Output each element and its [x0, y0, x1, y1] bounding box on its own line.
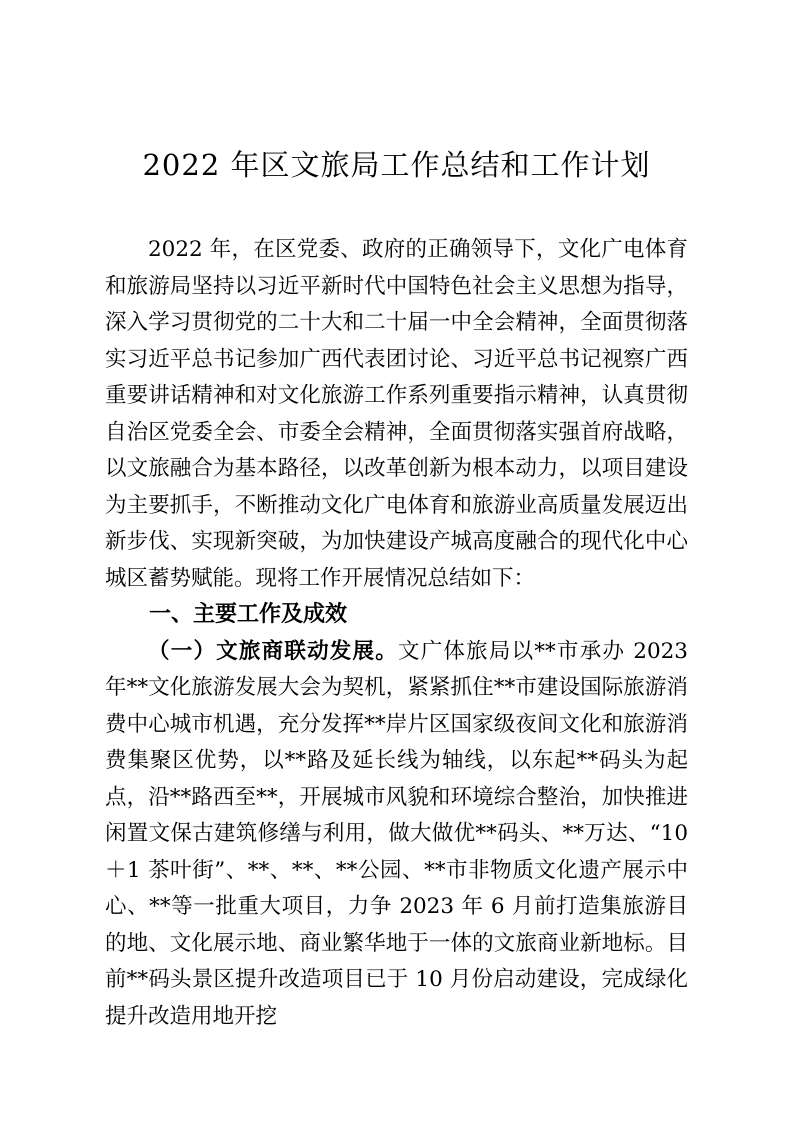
intro-paragraph: 2022 年，在区党委、政府的正确领导下，文化广电体育和旅游局坚持以习近平新时代中国特色社会主义思想为指导，深入学习贯彻党的二十大和二十届一中全会精神，全面贯彻落实习近平总书记参加广西代表团讨论、习近平总书记视察广西重要讲话精神和对文化旅游工作系列重要指示精神，认真贯彻自治区党委全会、市委全会精神，全面贯彻落实强首府战略，以文旅融合为基本路径，以改革创新为根本动力，以项目建设为主要抓手，不断推动文化广电体育和旅游业高质量发展迈出新步伐、实现新突破，为加快建设产城高度融合的现代化中心城区蓄势赋能。现将工作开展情况总结如下：: [105, 237, 688, 591]
section-1-item-1-lead: （一）文旅商联动发展。: [148, 638, 398, 664]
section-1-item-1-text: 文广体旅局以**市承办 2023 年**文化旅游发展大会为契机，紧紧抓住**市建设国际旅游消费中心城市机遇，充分发挥**岸片区国家级夜间文化和旅游消费集聚区优势，以**路及延长线为轴线，以东起**码头为起点，沿**路西至**，开展城市风貌和环境综合整治，加快推进闲置文保古建筑修缮与利用，做大做优**码头、**万达、“10＋1 茶叶街”、**、**、**公园、**市非物质文化遗产展示中心、**等一批重大项目，力争 2023 年 6 月前打造集旅游目的地、文化展示地、商业繁华地于一体的文旅商业新地标。目前**码头景区提升改造项目已于 10 月份启动建设，完成绿化提升改造用地开挖: [105, 638, 688, 1029]
section-1-heading: 一、主要工作及成效: [149, 602, 348, 627]
document-title: 2022 年区文旅局工作总结和工作计划: [142, 148, 651, 182]
section-1-item-1-paragraph: [105, 634, 688, 1036]
